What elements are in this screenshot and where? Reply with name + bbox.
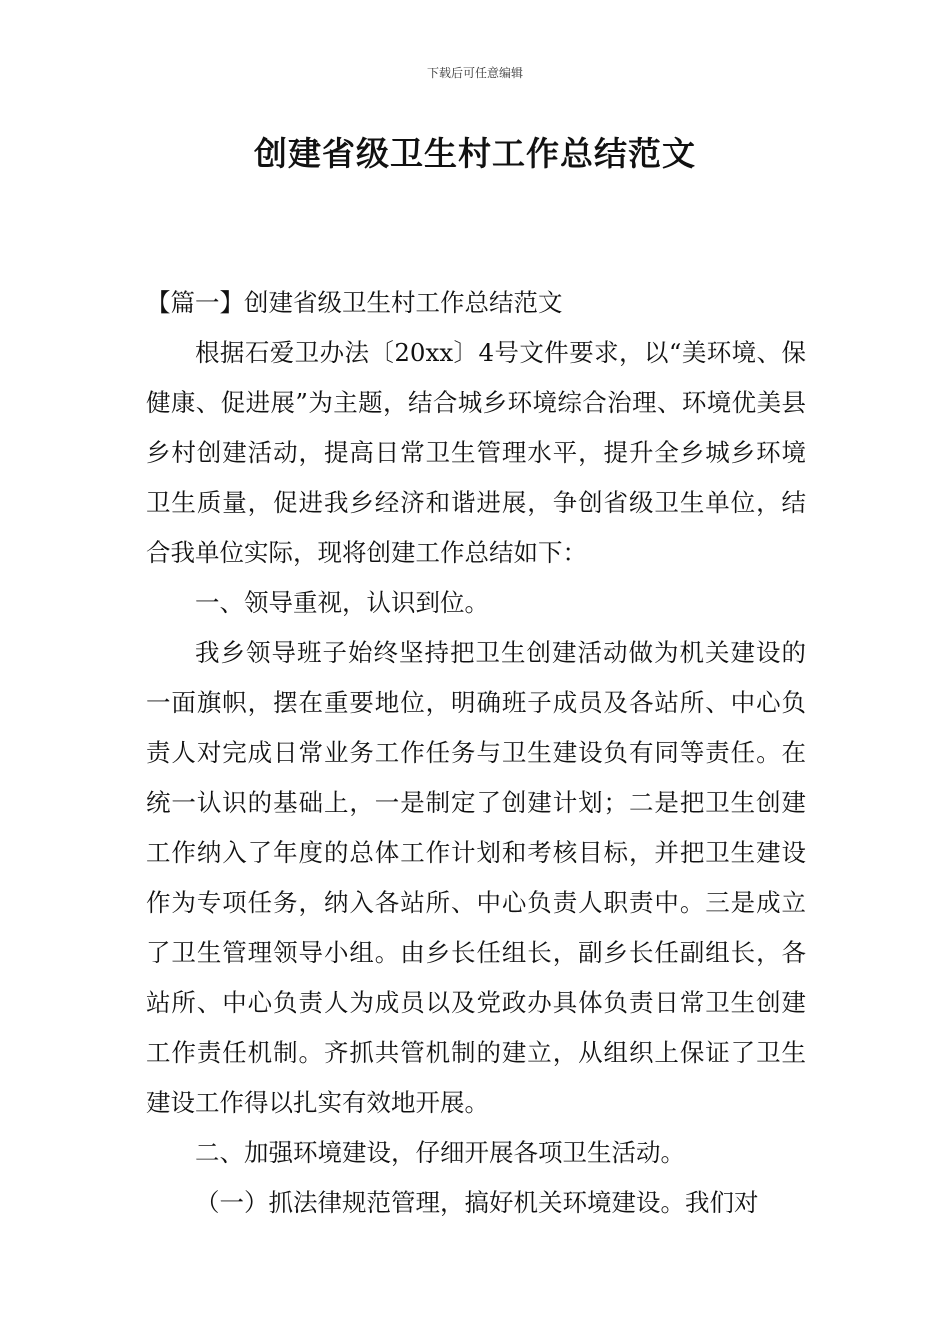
article-heading: 【篇一】创建省级卫生村工作总结范文 [146,288,563,317]
header-note: 下载后可任意编辑 [426,66,523,80]
subsection-1-paragraph: （一）抓法律规范管理，搞好机关环境建设。我们对 [195,1188,759,1217]
intro-paragraph: 根据石爱卫办法〔20xx〕4号文件要求，以“美环境、保健康、促进展”为主题，结合城乡环境综合治理、环境优美县乡村创建活动，提高日常卫生管理水平，提升全乡城乡环境卫生质量，促进我乡经济和谐进展，争创省级卫生单位，结合我单位实际，现将创建工作总结如下： [146,338,806,567]
document-title: 创建省级卫生村工作总结范文 [254,134,696,173]
section-2-heading: 二、加强环境建设，仔细开展各项卫生活动。 [195,1138,685,1167]
document-body [146,278,806,1228]
section-1-heading: 一、领导重视，认识到位。 [195,588,489,617]
section-1-paragraph: 我乡领导班子始终坚持把卫生创建活动做为机关建设的一面旗帜，摆在重要地位，明确班子成员及各站所、中心负责人对完成日常业务工作任务与卫生建设负有同等责任。在统一认识的基础上，一是制定了创建计划；二是把卫生创建工作纳入了年度的总体工作计划和考核目标，并把卫生建设作为专项任务，纳入各站所、中心负责人职责中。三是成立了卫生管理领导小组。由乡长任组长，副乡长任副组长，各站所、中心负责人为成员以及党政办具体负责日常卫生创建工作责任机制。齐抓共管机制的建立，从组织上保证了卫生建设工作得以扎实有效地开展。 [146,638,806,1117]
